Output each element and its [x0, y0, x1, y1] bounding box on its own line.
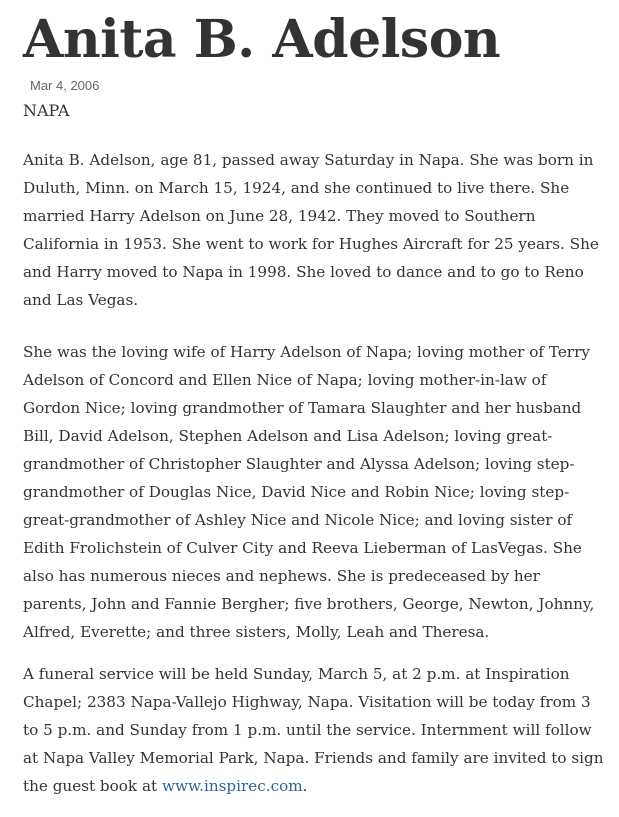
dateline-location: NAPA: [23, 101, 70, 120]
guestbook-link[interactable]: www.inspirec.com: [161, 777, 303, 795]
obituary-paragraph-survivors: She was the loving wife of Harry Adelson of Napa; loving mother of Terry Adelson of Concord and Ellen Nice of Napa; loving mother-in-law of Gordon Nice; loving grandmother of Tamara Slaughter and her husband Bill, David Adelson, Stephen Adelson and Lisa Adelson; loving great-grandmother of Christopher Slaughter and Alyssa Adelson; loving step-grandmother of Douglas Nice, David Nice and Robin Nice; loving step-great-grandmother of Ashley Nice and Nicole Nice; and loving sister of Edith Frolichstein of Culver City and Reeva Lieberman of LasVegas. She also has numerous nieces and nephews. She is predeceased by her parents, John and Fannie Bergher; five brothers, George, Newton, Johnny, Alfred, Everette; and three sisters, Molly, Leah and Theresa.: [23, 343, 595, 641]
services-text: A funeral service will be held Sunday, March 5, at 2 p.m. at Inspiration Chapel; 2383 Napa-Vallejo Highway, Napa. Visitation will be today from 3 to 5 p.m. and Sunday from 1 p.m. until the service. Internment will follow at Napa Valley Memorial Park, Napa. Friends and family are invited to sign the guest book at: [23, 665, 604, 795]
obituary-paragraph-biography: Anita B. Adelson, age 81, passed away Saturday in Napa. She was born in Duluth, Minn. on March 15, 1924, and she continued to live there. She married Harry Adelson on June 28, 1942. They moved to Southern California in 1953. She went to work for Hughes Aircraft for 25 years. She and Harry moved to Napa in 1998. She loved to dance and to go to Reno and Las Vegas.: [23, 151, 599, 309]
obituary-title: Anita B. Adelson: [23, 9, 501, 70]
services-end-punctuation: .: [302, 777, 308, 795]
obituary-paragraph-services: [23, 660, 608, 800]
publish-date: Mar 4, 2006: [30, 78, 100, 93]
obituary-article: [23, 0, 608, 800]
